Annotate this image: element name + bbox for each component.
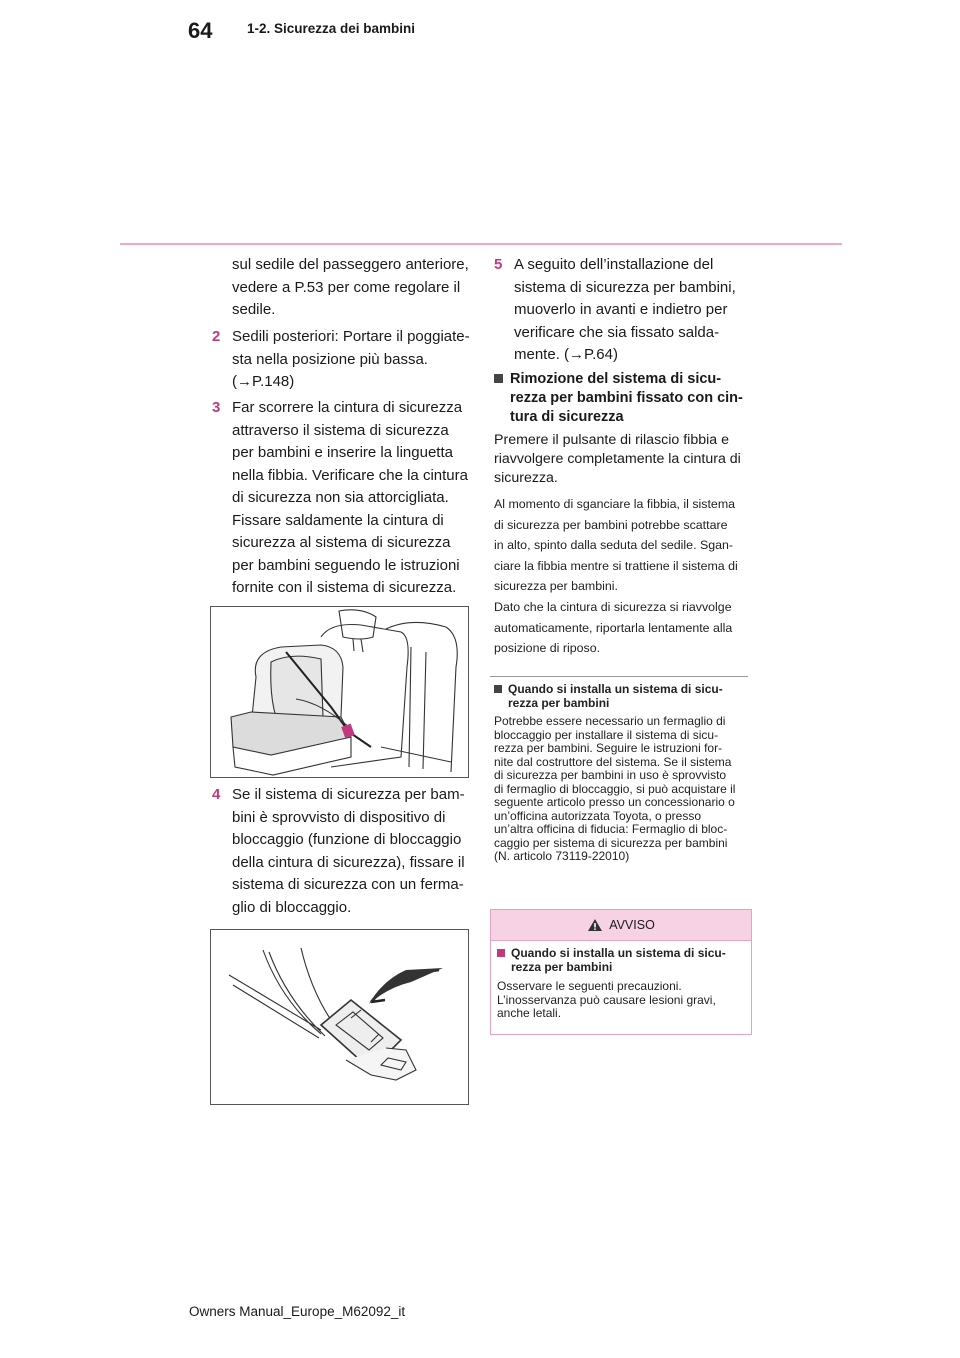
text-line: Potrebbe essere necessario un fermaglio di <box>494 714 726 728</box>
text-line: sta nella posizione più bassa. <box>232 350 428 368</box>
text-line: Osservare le seguenti precauzioni. <box>497 979 682 993</box>
text-line: di sicurezza per bambini in uso è sprovvisto <box>494 768 727 782</box>
text-line: verificare che sia fissato salda- <box>514 323 720 341</box>
caution-header <box>491 910 751 941</box>
step-2 <box>212 326 482 394</box>
text-line: fornite con il sistema di sicurezza. <box>232 579 457 596</box>
step-number: 4 <box>212 786 221 803</box>
text-line: in alto, spinto dalla seduta del sedile. Sgan- <box>494 538 734 552</box>
text-line: Rimozione del sistema di sicu- <box>510 371 722 387</box>
text-line: riavvolgere completamente la cintura di <box>494 451 741 467</box>
text-line: (N. articolo 73119-22010) <box>494 849 630 863</box>
note-1 <box>494 494 756 597</box>
section-bullet-icon <box>494 374 503 383</box>
text-line: anche letali. <box>497 1006 562 1020</box>
child-seat-illustration <box>210 606 469 778</box>
footer-text: Owners Manual_Europe_M62092_it <box>189 1304 406 1319</box>
section-bullet-icon <box>494 685 502 693</box>
text-line: rezza per bambini <box>511 959 613 974</box>
child-seat-drawing <box>211 607 468 777</box>
caution-text <box>497 980 745 1021</box>
text-line: sicurezza per bambini. <box>494 579 618 593</box>
text-line: glio di bloccaggio. <box>232 898 352 916</box>
text-line: sul sedile del passeggero anteriore, <box>232 256 469 273</box>
text-line: ciare la fibbia mentre si trattiene il sistema di <box>494 558 738 573</box>
text-line: un’officina autorizzata Toyota, o presso <box>494 808 702 823</box>
text-line: A seguito dell’installazione del <box>514 256 714 273</box>
section-bullet-icon <box>497 949 505 957</box>
text-line: rezza per bambini. Seguire le istruzioni for- <box>494 741 723 755</box>
step-number: 3 <box>212 399 221 416</box>
text-line: vedere a P.53 per come regolare il <box>232 278 461 296</box>
step-4 <box>212 784 482 919</box>
text-line: muoverlo in avanti e indietro per <box>514 301 728 318</box>
text-line: sistema di sicurezza con un ferma- <box>232 876 464 893</box>
text-line: Far scorrere la cintura di sicurezza <box>232 399 463 416</box>
text-line: Al momento di sganciare la fibbia, il sistema <box>494 497 736 511</box>
intro-text <box>210 254 502 322</box>
warning-triangle-icon <box>587 918 603 932</box>
caution-body <box>491 941 751 1021</box>
text-line: bloccaggio per installare il sistema di sicu- <box>494 727 719 742</box>
text-line: di sicurezza per bambini potrebbe scattare <box>494 517 728 532</box>
step-3 <box>212 397 482 600</box>
text-line: nella fibbia. Verificare che la cintura <box>232 466 468 484</box>
text-line: di fermaglio di bloccaggio, si può acquistare il <box>494 781 736 796</box>
text-line: (→P.148) <box>232 373 295 390</box>
text-line: seguente articolo presso un concessionario o <box>494 795 735 809</box>
text-line: per bambini e inserire la linguetta <box>232 444 453 461</box>
text-line: Sedili posteriori: Portare il poggiate- <box>232 328 470 345</box>
removal-heading <box>494 370 754 427</box>
text-line: attraverso il sistema di sicurezza <box>232 421 449 439</box>
text-line: Quando si installa un sistema di sicu- <box>508 682 723 696</box>
header-rule <box>120 243 842 245</box>
step-number: 2 <box>212 328 221 345</box>
text-line: posizione di riposo. <box>494 641 601 655</box>
text-line: bloccaggio (funzione di bloccaggio <box>232 831 462 848</box>
step-5 <box>494 254 764 367</box>
text-line: sicurezza. <box>494 470 558 486</box>
text-line: caggio per sistema di sicurezza per bambini <box>494 835 728 850</box>
text-line: Se il sistema di sicurezza per bam- <box>232 786 465 803</box>
page-number: 64 <box>188 18 213 43</box>
install-heading <box>494 683 756 710</box>
text-line: mente. (→P.64) <box>514 346 618 363</box>
locking-clip-drawing <box>211 930 468 1104</box>
text-line: nite dal costruttore del sistema. Se il sistema <box>494 754 732 769</box>
text-line: sistema di sicurezza per bambini, <box>514 278 736 296</box>
text-line: per bambini seguendo le istruzioni <box>232 556 460 574</box>
text-line: della cintura di sicurezza), fissare il <box>232 853 465 871</box>
text-line: tura di sicurezza <box>510 409 624 425</box>
step-number: 5 <box>494 256 503 273</box>
text-line: L’inosservanza può causare lesioni gravi, <box>497 992 716 1007</box>
text-line: Fissare saldamente la cintura di <box>232 511 444 529</box>
caution-title: AVVISO <box>609 918 655 932</box>
text-line: rezza per bambini fissato con cin- <box>510 390 743 406</box>
section-divider <box>490 676 748 677</box>
text-line: di sicurezza non sia attorcigliata. <box>232 489 449 506</box>
caution-box <box>490 909 752 1035</box>
text-line: automaticamente, riportarla lentamente alla <box>494 620 733 635</box>
note-2 <box>494 597 756 659</box>
caution-heading <box>497 947 745 974</box>
removal-text <box>494 431 756 488</box>
text-line: sicurezza al sistema di sicurezza <box>232 534 451 551</box>
install-text <box>494 715 756 864</box>
text-line: bini è sprovvisto di dispositivo di <box>232 808 446 826</box>
text-line: rezza per bambini <box>508 695 610 710</box>
locking-clip-illustration <box>210 929 469 1105</box>
text-line: Premere il pulsante di rilascio fibbia e <box>494 432 729 448</box>
section-title: 1-2. Sicurezza dei bambini <box>247 21 416 36</box>
text-line: un’altra officina di fiducia: Fermaglio di bloc- <box>494 822 728 836</box>
text-line: Quando si installa un sistema di sicu- <box>511 946 726 960</box>
text-line: sedile. <box>232 301 276 318</box>
text-line: Dato che la cintura di sicurezza si riavvolge <box>494 600 732 614</box>
